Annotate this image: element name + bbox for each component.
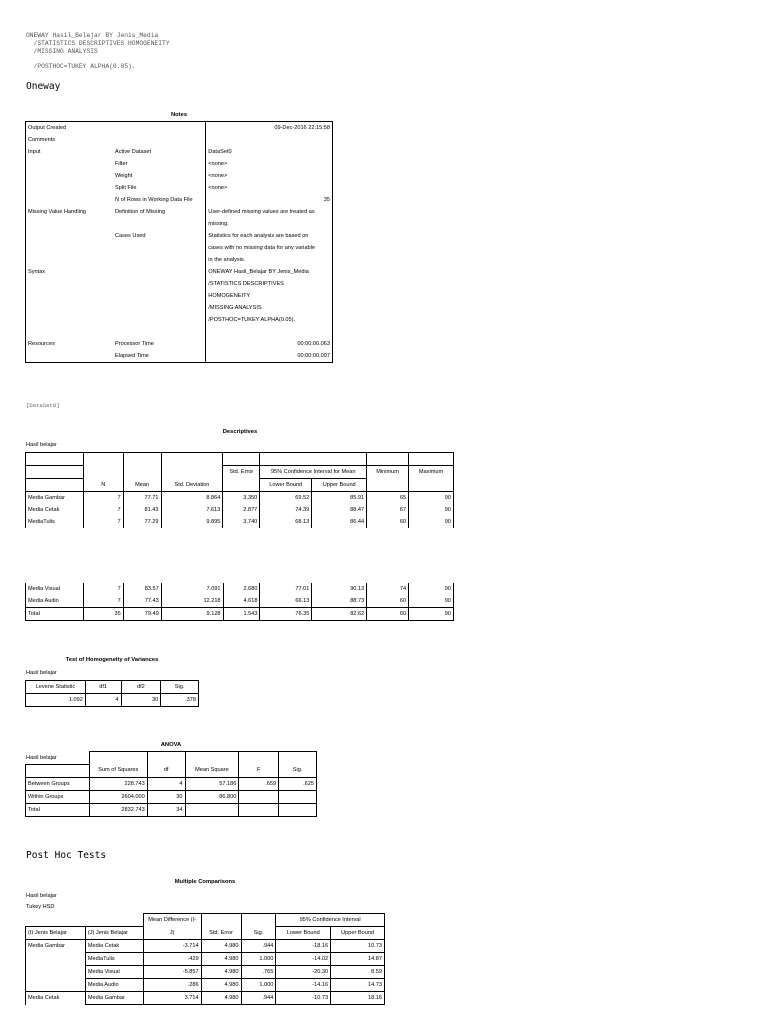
cell: 68.13 [260,516,312,528]
cell: 8.59 [331,966,385,979]
row-label [26,966,86,979]
cell: 60 [367,608,409,621]
cell: 4.980 [201,940,241,953]
row-label [26,953,86,966]
notes-value: <none> [206,170,333,182]
syntax-line: /POSTHOC=TUKEY ALPHA(0.05). [26,63,136,71]
cell: 88.73 [312,595,367,608]
cell [279,790,317,803]
row-label: Media Audio [26,595,84,608]
notes-value: ONEWAY Hasil_Belajar BY Jenis_Media [206,266,333,278]
cell: 90.13 [312,583,367,595]
row-label: Total [26,803,90,816]
notes-value: 00:00:00.097 [206,350,333,363]
notes-value: cases with no missing data for any variable [206,242,333,254]
cell: 88.47 [312,504,367,516]
cell: 7.091 [161,583,223,595]
table-row [26,979,385,992]
cell: 1.092 [26,694,86,707]
homogeneity-table [25,680,199,707]
col-header: Std. Deviation [161,479,223,492]
cell: .944 [241,940,276,953]
cell: 3.714 [143,992,201,1005]
cell: -18.16 [276,940,331,953]
notes-value: /MISSING ANALYSIS [206,302,333,314]
cell: .944 [241,992,276,1005]
cell: 85.91 [312,492,367,505]
col-header: N [83,479,123,492]
cell: 86.800 [185,790,239,803]
notes-label: Output Created [28,125,67,131]
cell: .286 [143,979,201,992]
row-label: Media Gambar [26,940,86,953]
row-label: Media Cetak [85,940,143,953]
table-row [26,940,385,953]
col-header: Mean [123,479,161,492]
cell: -14.16 [276,979,331,992]
notes-sublabel: Definition of Missing [115,209,166,215]
cell: 1.000 [241,979,276,992]
dataset-reference: [DataSet0] [26,402,60,409]
notes-value: <none> [206,158,333,170]
cell: .765 [241,966,276,979]
cell: 7 [83,595,123,608]
cell: 30 [121,694,161,707]
cell: 30 [147,790,185,803]
row-label: Media Visual [85,966,143,979]
notes-table [25,121,333,363]
multiple-comparisons-title: Multiple Comparisons [174,879,236,885]
cell: 7 [83,583,123,595]
oneway-heading: Oneway [26,81,61,92]
cell: 60 [367,516,409,528]
cell: 65 [367,492,409,505]
notes-label: Comments [28,137,56,143]
cell: 4.980 [201,953,241,966]
row-label [26,979,86,992]
cell: 14.87 [331,953,385,966]
col-header: Sig. [161,681,199,694]
cell: 76.35 [260,608,312,621]
anova-title: ANOVA [160,742,182,748]
notes-value: /STATISTICS DESCRIPTIVES [206,278,333,290]
col-header: Std. Error [201,927,241,940]
notes-value: in the analysis. [206,254,333,266]
cell: 77.01 [260,583,312,595]
table-row [26,608,454,621]
table-row [26,595,454,608]
table-row [26,516,454,528]
descriptives-table-top [25,452,454,528]
notes-value: DataSet0 [206,146,333,158]
cell: 9.895 [161,516,223,528]
cell: 90 [409,595,454,608]
table-row [26,492,454,505]
table-row [26,583,454,595]
cell: 81.43 [123,504,161,516]
cell: 90 [409,492,454,505]
cell: .429 [143,953,201,966]
cell: 77.29 [123,516,161,528]
cell: 77.43 [123,595,161,608]
col-header: Lower Bound [260,479,312,492]
syntax-block [26,32,170,71]
cell: 8.864 [161,492,223,505]
cell: 74 [367,583,409,595]
syntax-line: /STATISTICS DESCRIPTIVES HOMOGENEITY [26,39,170,47]
cell: -10.73 [276,992,331,1005]
cell: 2.877 [223,504,260,516]
row-label: Media Gambar [85,992,143,1005]
cell: 7 [83,492,123,505]
notes-value: <none> [206,182,333,194]
col-header: Maximum [409,466,454,479]
col-header: Mean Difference (I- [143,914,201,927]
cell: 4.980 [201,992,241,1005]
notes-value: 00:00:00.063 [206,338,333,350]
col-header: J) [143,927,201,940]
cell: 2.680 [223,583,260,595]
cell: 77.71 [123,492,161,505]
cell: 83.57 [123,583,161,595]
notes-value: 09-Dec-2016 22:15:58 [206,122,333,135]
cell: 74.39 [260,504,312,516]
table-row [26,953,385,966]
anova-dv: Hasil belajar [26,755,57,761]
row-label: Total [26,608,84,621]
row-label: Media Visual [26,583,84,595]
cell: 14.73 [331,979,385,992]
cell: .625 [279,777,317,790]
col-header: Sig. [241,927,276,940]
multiple-comparisons-table [25,913,385,1005]
cell: 4.618 [223,595,260,608]
col-header: Mean Square [185,764,239,777]
notes-sublabel: Filter [115,161,128,167]
cell: .659 [239,777,279,790]
descriptives-table-bottom [25,583,454,621]
cell: 79.49 [123,608,161,621]
cell: 9.128 [161,608,223,621]
notes-value: missing. [206,218,333,230]
row-label: Between Groups [26,777,90,790]
cell: 90 [409,504,454,516]
syntax-line: ONEWAY Hasil_Belajar BY Jenis_Media [26,32,159,39]
table-row [26,966,385,979]
cell [185,803,239,816]
cell: 4.980 [201,979,241,992]
cell: 67 [367,504,409,516]
cell: 3.740 [223,516,260,528]
cell: 1.000 [241,953,276,966]
col-header: Sum of Squares [89,764,147,777]
cell: 4.980 [201,966,241,979]
cell: 90 [409,583,454,595]
row-label: Media Audio [85,979,143,992]
cell: 35 [83,608,123,621]
notes-value: HOMOGENEITY [206,290,333,302]
multiple-dv: Hasil belajar [26,893,57,899]
col-header: Upper Bound [312,479,367,492]
cell: 7 [83,516,123,528]
descriptives-dv: Hasil belajar [26,442,57,448]
col-header: (J) Jenis Belajar [85,927,143,940]
row-label: Media Cetak [26,504,84,516]
syntax-line [26,55,170,63]
cell: 7.613 [161,504,223,516]
cell: 90 [409,516,454,528]
table-row [26,694,199,707]
cell: 57.186 [185,777,239,790]
notes-value: User-defined missing values are treated as [206,206,333,218]
cell: -14.02 [276,953,331,966]
col-header: Lower Bound [276,927,331,940]
notes-value: /POSTHOC=TUKEY ALPHA(0.05). [206,314,333,326]
row-label: MediaTulis [26,516,84,528]
notes-sublabel: Cases Used [115,233,146,239]
row-label: Media Gambar [26,492,84,505]
notes-sublabel: Split File [115,185,137,191]
notes-sublabel: Processor Time [115,341,154,347]
anova-table [25,751,317,817]
table-row [26,992,385,1005]
cell: 66.13 [260,595,312,608]
multiple-method: Tukey HSD [26,904,55,910]
col-header: Minimum [367,466,409,479]
col-header: Std. Error [223,466,260,479]
col-header: df2 [121,681,161,694]
notes-label: Missing Value Handling [28,209,87,215]
row-label: MediaTulis [85,953,143,966]
notes-sublabel: N of Rows in Working Data File [115,197,193,203]
table-row [26,790,317,803]
cell: 18.16 [331,992,385,1005]
notes-value: Statistics for each analysis are based on [206,230,333,242]
cell [239,803,279,816]
homogeneity-dv: Hasil belajar [26,670,57,676]
col-header: Upper Bound [331,927,385,940]
cell: 2604.000 [89,790,147,803]
cell: 4 [85,694,121,707]
syntax-line: /MISSING ANALYSIS [26,47,98,55]
cell: -20.30 [276,966,331,979]
notes-value: 35 [206,194,333,206]
table-row [26,777,317,790]
cell: 2832.743 [89,803,147,816]
cell: 1.543 [223,608,260,621]
cell [239,790,279,803]
cell: 60 [367,595,409,608]
cell: 4 [147,777,185,790]
cell: 69.52 [260,492,312,505]
cell: .378 [161,694,199,707]
cell: 7 [83,504,123,516]
cell: 12.218 [161,595,223,608]
cell: 3.350 [223,492,260,505]
notes-sublabel: Elapsed Time [115,353,149,359]
cell: 90 [409,608,454,621]
cell: 10.73 [331,940,385,953]
row-label: Within Groups [26,790,90,803]
homogeneity-title: Test of Homogeneity of Variances [65,657,159,663]
notes-sublabel: Weight [115,173,133,179]
table-row [26,803,317,816]
cell: 34 [147,803,185,816]
col-header: 95% Confidence Interval for Mean [260,466,367,479]
cell: -3.714 [143,940,201,953]
col-header: F [239,764,279,777]
notes-title: Notes [170,112,188,118]
posthoc-heading: Post Hoc Tests [26,850,107,861]
cell: 86.44 [312,516,367,528]
row-label: Media Cetak [26,992,86,1005]
cell: -5.857 [143,966,201,979]
col-header: df1 [85,681,121,694]
descriptives-title: Descriptives [222,429,258,435]
col-header: Sig. [279,764,317,777]
table-row [26,504,454,516]
notes-label: Resources [28,341,55,347]
notes-sublabel: Active Dataset [115,149,152,155]
notes-label: Syntax [28,269,46,275]
col-header: Levene Statistic [26,681,86,694]
col-header: df [147,764,185,777]
cell: 82.62 [312,608,367,621]
cell [279,803,317,816]
notes-label: Input [28,149,41,155]
cell: 228.743 [89,777,147,790]
col-header: 95% Confidence Interval [276,914,385,927]
col-header: (I) Jenis Belajar [26,927,86,940]
